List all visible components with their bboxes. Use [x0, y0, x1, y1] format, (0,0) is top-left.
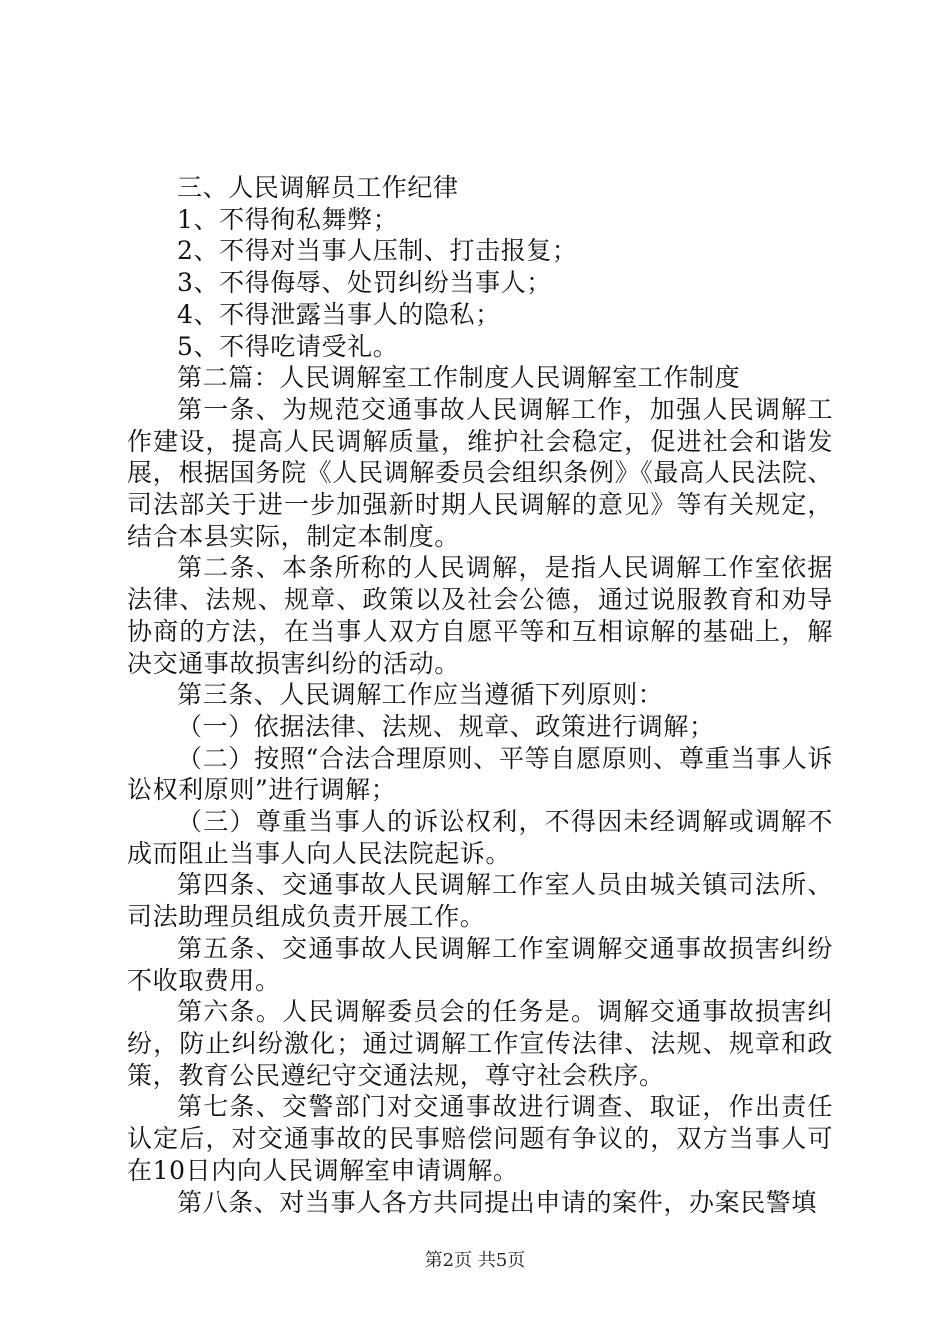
discipline-item-4: 4、不得泄露当事人的隐私；: [177, 299, 501, 329]
article-6: 第六条。人民调解委员会的任务是。调解交通事故损害纠纷，防止纠纷激化；通过调解工作宣传法律、法规、规章和政策，教育公民遵纪守交通法规，尊守社会秩序。: [127, 997, 833, 1090]
article-3: 第三条、人民调解工作应当遵循下列原则：: [177, 680, 664, 710]
section-heading: 三、人民调解员工作纪律: [177, 173, 459, 202]
principle-2: （二）按照“合法合理原则、平等自愿原则、尊重当事人诉讼权利原则”进行调解；: [127, 743, 833, 805]
discipline-item-2: 2、不得对当事人压制、打击报复；: [177, 236, 578, 266]
article-5: 第五条、交通事故人民调解工作室调解交通事故损害纠纷不收取费用。: [127, 933, 833, 995]
document-body: [127, 172, 833, 1218]
article-1: 第一条、为规范交通事故人民调解工作，加强人民调解工作建设，提高人民调解质量，维护社会稳定，促进社会和谐发展，根据国务院《人民调解委员会组织条例》《最高人民法院、司法部关于进一步加强新时期人民调解的意见》等有关规定，结合本县实际，制定本制度。: [127, 394, 833, 551]
principle-1: （一）依据法律、法规、规章、政策进行调解；: [177, 711, 715, 741]
discipline-item-5: 5、不得吃请受礼。: [177, 331, 399, 361]
discipline-item-3: 3、不得侮辱、处罚纠纷当事人；: [177, 268, 552, 298]
article-8: 第八条、对当事人各方共同提出申请的案件，办案民警填: [177, 1187, 818, 1217]
article-4: 第四条、交通事故人民调解工作室人员由城关镇司法所、司法助理员组成负责开展工作。: [127, 870, 833, 932]
article-2: 第二条、本条所称的人民调解，是指人民调解工作室依据法律、法规、规章、政策以及社会公德，通过说服教育和劝导协商的方法，在当事人双方自愿平等和互相谅解的基础上，解决交通事故损害纠纷的活动。: [127, 553, 833, 678]
page-number: 第2页 共5页: [424, 1250, 526, 1271]
discipline-item-1: 1、不得徇私舞弊；: [177, 204, 399, 234]
chapter-title: 第二篇：人民调解室工作制度人民调解室工作制度: [177, 363, 741, 393]
article-7: 第七条、交警部门对交通事故进行调查、取证，作出责任认定后，对交通事故的民事赔偿问题有争议的，双方当事人可在10日内向人民调解室申请调解。: [127, 1092, 833, 1185]
principle-3: （三）尊重当事人的诉讼权利，不得因未经调解或调解不成而阻止当事人向人民法院起诉。: [127, 807, 833, 868]
